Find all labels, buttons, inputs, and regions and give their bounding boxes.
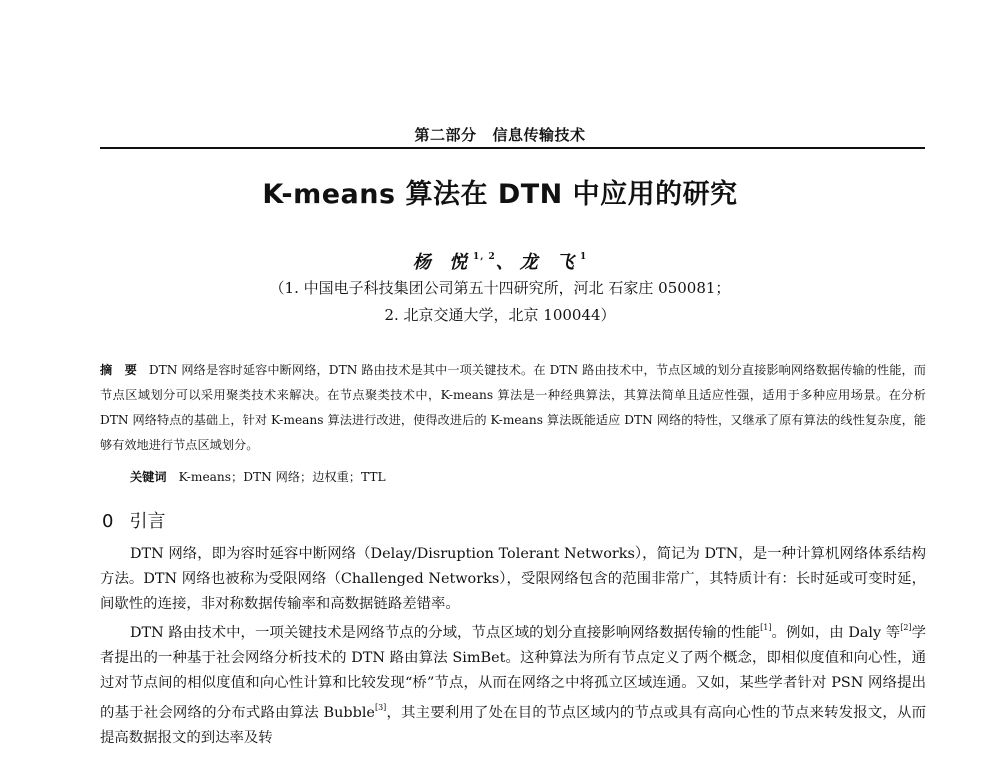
paper-title: K-means 算法在 DTN 中应用的研究: [262, 179, 738, 210]
keywords: [130, 468, 920, 485]
author-name: 杨 悦: [412, 252, 473, 273]
header-rule: [100, 147, 925, 149]
keywords-label: 关键词: [130, 470, 167, 484]
paragraph-text: DTN 路由技术中，一项关键技术是网络节点的分域，节点区域的划分直接影响网络数据传输的性能: [130, 625, 761, 642]
citation-ref: [3]: [374, 702, 387, 712]
header-topic: 信息传输技术: [492, 126, 586, 144]
citation-ref: [1]: [760, 623, 772, 633]
paragraph-text: 学者提出的一种基于社会网络分析技术的 DTN 路由算法 SimBet。这种算法为所有节点定义了两个概念，即相似度值和向心性，通过对节点间的相似度值和向心性计算和比较发现“桥”节点，从而在网络之中将孤立区域连通。又如，某些学者针对 PSN 网络提出的基于社会网络的分布式路由算法 Bubble: [100, 625, 926, 721]
citation-ref: [2]: [900, 623, 912, 633]
author-name: 龙 飞: [519, 252, 581, 273]
author-affil-mark: 1: [580, 252, 588, 262]
header-part: 第二部分: [414, 126, 477, 144]
section-number: 0: [102, 511, 114, 532]
abstract-text: DTN 网络是容时延容中断网络，DTN 路由技术是其中一项关键技术。在 DTN 路由技术中，节点区域的划分直接影响网络数据传输的性能，而节点区域划分可以采用聚类技术来解决。在节点聚类技术中，K-means 算法是一种经典算法，其算法简单且适应性强，适用于多种应用场景。在分析 DTN 网络特点的基础上，针对 K-means 算法进行改进，使得改进后的 K-means 算法既能适应 DTN 网络的特性，又继承了原有算法的线性复杂度，能够有效地进行节点区域划分。: [100, 363, 926, 452]
body-text: [100, 542, 926, 750]
section-heading: [102, 507, 165, 533]
paragraph-text: 。例如，由 Daly 等: [771, 625, 901, 642]
author-line: [0, 248, 1000, 274]
author-separator: 、: [495, 252, 520, 273]
section-title: 引言: [129, 511, 166, 532]
affiliation-line-2: 2. 北京交通大学，北京 100044）: [384, 306, 616, 324]
abstract: [100, 358, 926, 458]
paragraph-text: ，其主要利用了处在目的节点区域内的节点或具有高向心性的节点来转发报文，从而提高数据报文的到达率及转: [100, 704, 926, 746]
author-affil-mark: 1, 2: [472, 252, 496, 262]
paragraph: DTN 网络，即为容时延容中断网络（Delay/Disruption Tolerant Networks），简记为 DTN，是一种计算机网络体系结构方法。DTN 网络也被称为受限网络（Challenged Networks），受限网络包含的范围非常广，其特质计有：长时延或可变时延，间歇性的连接，非对称数据传输率和高数据链路差错率。: [100, 546, 926, 612]
keywords-text: K-means；DTN 网络；边权重；TTL: [178, 470, 386, 484]
paragraph: [100, 616, 926, 750]
running-header: [0, 124, 1000, 145]
affiliation-line-1: （1. 中国电子科技集团公司第五十四研究所，河北 石家庄 050081；: [269, 279, 731, 297]
abstract-label: 摘 要: [100, 363, 137, 377]
